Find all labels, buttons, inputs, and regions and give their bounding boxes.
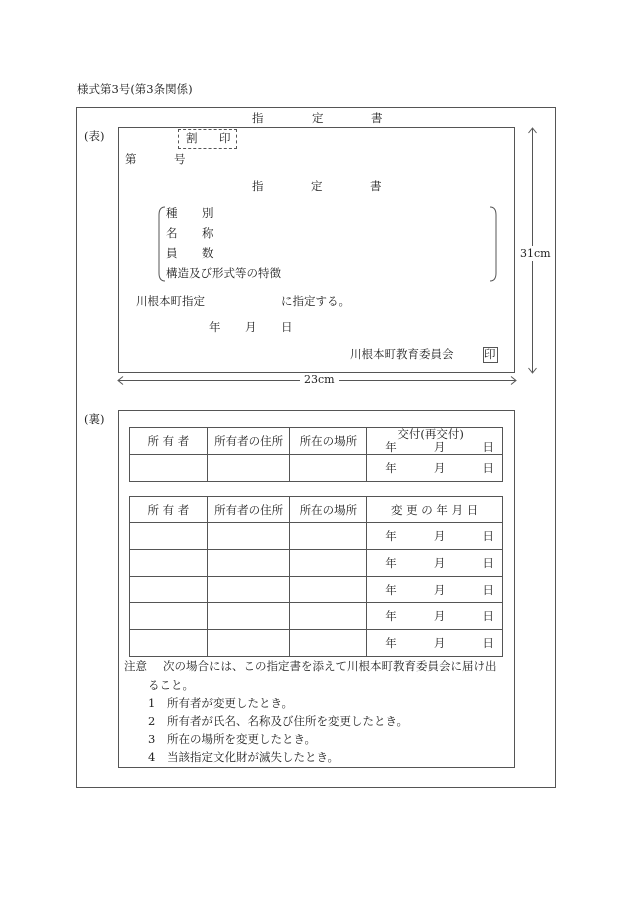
note-text-line2: ること。 (148, 678, 194, 692)
t2-r1-owner[interactable] (130, 523, 208, 550)
t2-r4-day: 日 (482, 609, 494, 623)
t1-cell-location[interactable] (290, 455, 367, 482)
note-item-3-num: 3 (148, 732, 156, 746)
t2-r2-location[interactable] (290, 550, 367, 577)
t2-r1-date-parts (367, 528, 502, 544)
t2-r4-location[interactable] (290, 603, 367, 630)
t2-r3-date[interactable] (367, 577, 503, 603)
t1-date-parts (367, 460, 502, 476)
t1-day: 日 (482, 461, 494, 475)
t2-r1-address[interactable] (207, 523, 290, 550)
t2-r1-month: 月 (433, 529, 446, 543)
number-label-dai: 第 (125, 152, 137, 166)
top-title-3: 書 (371, 111, 383, 125)
t1-month: 月 (433, 461, 446, 475)
t2-r2-month: 月 (433, 556, 446, 570)
front-date-month: 月 (245, 320, 257, 334)
t2-r1-date[interactable] (367, 523, 503, 550)
t1-header-owner: 所 有 者 (130, 428, 208, 455)
t2-r4-date-parts (367, 608, 502, 624)
back-side-label: (裏) (84, 412, 105, 426)
t1-header-date-parts (367, 441, 502, 454)
issuer-name: 川根本町教育委員会 (350, 347, 454, 361)
t1-header-issue-date (367, 428, 503, 455)
change-table (129, 496, 503, 657)
inner-title-2: 定 (311, 179, 323, 193)
t1-header-year: 年 (385, 440, 397, 454)
t2-r3-owner[interactable] (130, 577, 208, 603)
top-title-2: 定 (312, 111, 324, 125)
t2-r5-location[interactable] (290, 630, 367, 657)
note-label: 注意 (124, 659, 147, 673)
t1-header-day: 日 (482, 440, 494, 454)
t2-r5-date-parts (367, 635, 502, 651)
t2-r5-date[interactable] (367, 630, 503, 657)
t2-r2-date[interactable] (367, 550, 503, 577)
t1-cell-date[interactable] (367, 455, 503, 482)
t2-header-owner-address: 所有者の住所 (207, 497, 290, 523)
issuance-table (129, 427, 503, 482)
t2-r4-year: 年 (385, 609, 397, 623)
inner-title-1: 指 (252, 179, 264, 193)
t2-r2-owner[interactable] (130, 550, 208, 577)
t2-r4-date[interactable] (367, 603, 503, 630)
t2-r3-day: 日 (482, 582, 494, 597)
t2-r2-address[interactable] (207, 550, 290, 577)
field-meisho-1: 名 (166, 226, 178, 240)
table-row (130, 603, 503, 630)
t1-year: 年 (385, 461, 397, 475)
note-item-1-num: 1 (148, 696, 156, 710)
number-label-go: 号 (174, 152, 186, 166)
t2-r2-year: 年 (385, 556, 397, 570)
field-insu-2: 数 (202, 246, 214, 260)
height-dimension-label: 31cm (520, 247, 551, 260)
top-title-1: 指 (252, 111, 264, 125)
t2-header-owner: 所 有 者 (130, 497, 208, 523)
t2-r5-owner[interactable] (130, 630, 208, 657)
t2-header-location: 所在の場所 (290, 497, 367, 523)
designation-suffix: に指定する。 (281, 294, 350, 308)
t2-r4-address[interactable] (207, 603, 290, 630)
t2-r3-location[interactable] (290, 577, 367, 603)
t1-header-owner-address: 所有者の住所 (207, 428, 290, 455)
official-seal-char: 印 (484, 347, 496, 361)
note-text-line1: 次の場合には、この指定書を添えて川根本町教育委員会に届け出 (163, 659, 497, 673)
t2-r3-year: 年 (385, 582, 397, 597)
t1-cell-address[interactable] (207, 455, 290, 482)
t2-r1-day: 日 (482, 529, 494, 543)
note-item-2-text: 所有者が氏名、名称及び住所を変更したとき。 (167, 714, 409, 728)
note-item-1-text: 所有者が変更したとき。 (167, 696, 294, 710)
t2-r2-day: 日 (482, 556, 494, 570)
inner-title-3: 書 (370, 179, 382, 193)
t2-r5-month: 月 (433, 636, 446, 650)
t2-r5-day: 日 (482, 636, 494, 650)
form-label: 様式第3号(第3条関係) (77, 82, 193, 96)
t1-header-issue-label: 交付(再交付) (397, 427, 464, 441)
field-shubetsu-1: 種 (166, 206, 178, 220)
t1-header-month: 月 (433, 440, 446, 454)
t2-r2-date-parts (367, 555, 502, 571)
seal-split-char-1: 割 (186, 131, 198, 145)
note-item-2-num: 2 (148, 714, 156, 728)
t2-r5-year: 年 (385, 636, 397, 650)
table-row (130, 455, 503, 482)
table-row (130, 577, 503, 603)
table-row (130, 630, 503, 657)
front-side-label: (表) (84, 129, 105, 143)
note-item-4-num: 4 (148, 750, 156, 764)
t2-r1-location[interactable] (290, 523, 367, 550)
t2-r5-address[interactable] (207, 630, 290, 657)
t2-r3-address[interactable] (207, 577, 290, 603)
t2-r3-month: 月 (433, 582, 446, 597)
width-dimension-label: 23cm (300, 374, 339, 385)
table-row (130, 523, 503, 550)
table-row (130, 550, 503, 577)
right-bracket (490, 207, 496, 281)
note-item-4-text: 当該指定文化財が滅失したとき。 (167, 750, 340, 764)
t2-r4-month: 月 (433, 609, 446, 623)
field-shubetsu-2: 別 (202, 206, 214, 220)
field-insu-1: 員 (166, 246, 178, 260)
note-item-3-text: 所在の場所を変更したとき。 (167, 732, 317, 746)
t2-r3-date-parts (367, 582, 502, 598)
designation-prefix: 川根本町指定 (136, 294, 205, 308)
seal-split-char-2: 印 (219, 131, 231, 145)
t2-header-change-date: 変 更 の 年 月 日 (367, 497, 503, 523)
left-bracket (159, 207, 165, 281)
t1-cell-owner[interactable] (130, 455, 208, 482)
front-date-day: 日 (281, 320, 293, 334)
field-meisho-2: 称 (202, 226, 214, 240)
front-date-year: 年 (209, 320, 221, 334)
field-features: 構造及び形式等の特徴 (166, 266, 281, 280)
t1-header-location: 所在の場所 (290, 428, 367, 455)
t2-r4-owner[interactable] (130, 603, 208, 630)
t2-r1-year: 年 (385, 529, 397, 543)
